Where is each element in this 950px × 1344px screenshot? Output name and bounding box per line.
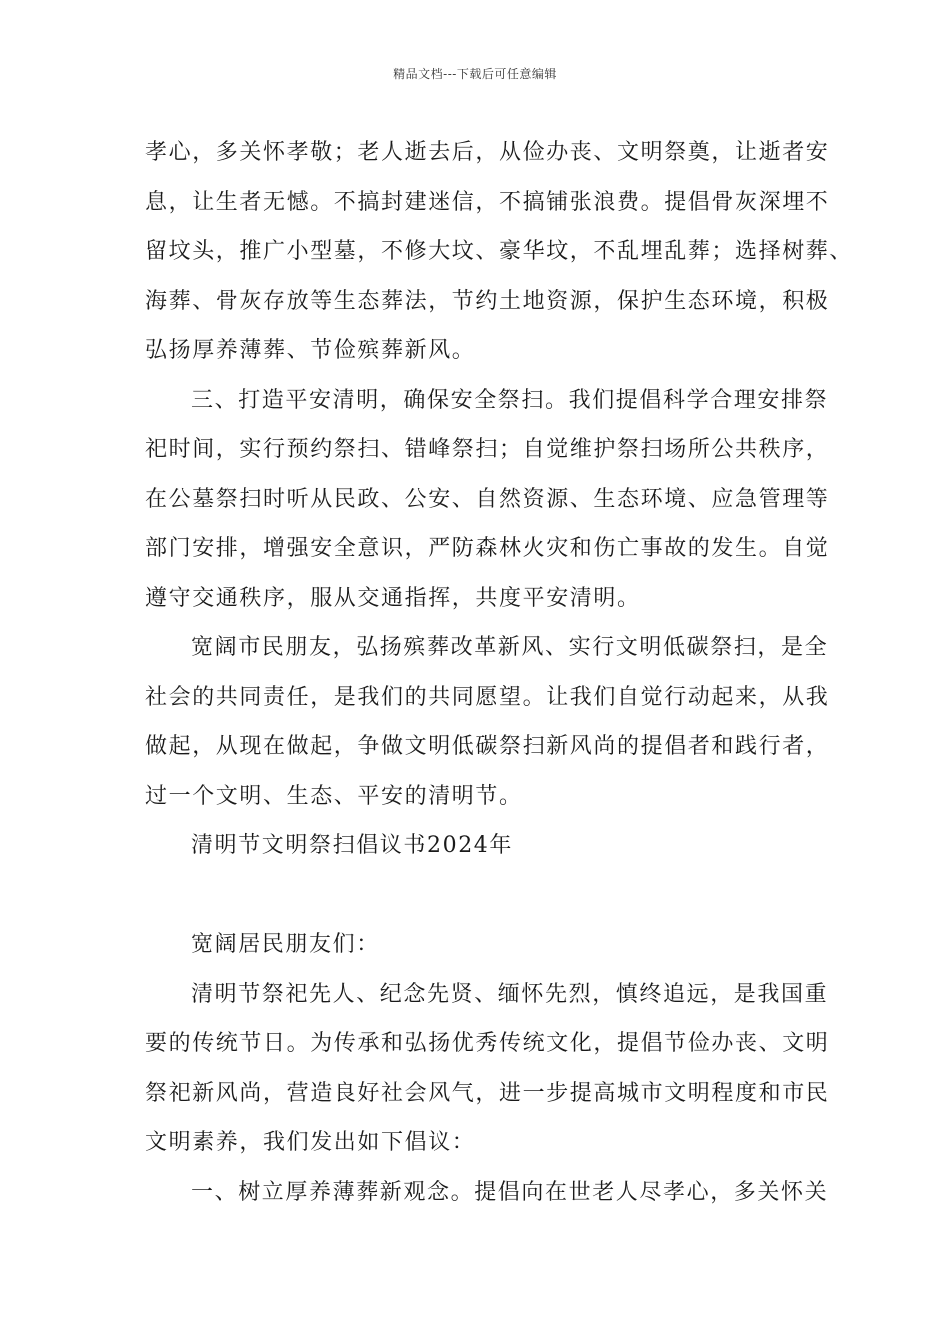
text-line: 祭祀新风尚，营造良好社会风气，进一步提高城市文明程度和市民 [145, 1080, 830, 1106]
text-line: 要的传统节日。为传承和弘扬优秀传统文化，提倡节俭办丧、文明 [145, 1031, 830, 1056]
salutation: 宽阔居民朋友们： [191, 932, 380, 957]
text-line: 海葬、骨灰存放等生态葬法，节约土地资源，保护生态环境，积极 [145, 288, 830, 314]
document-title: 清明节文明祭扫倡议书2024年 [191, 833, 513, 858]
text-line: 留坟头，推广小型墓，不修大坟、豪华坟，不乱埋乱葬；选择树葬、 [145, 239, 854, 264]
page-header: 精品文档---下载后可任意编辑 [393, 67, 557, 81]
text-line: 祀时间，实行预约祭扫、错峰祭扫；自觉维护祭扫场所公共秩序， [145, 437, 830, 462]
paragraph-start: 宽阔市民朋友，弘扬殡葬改革新风、实行文明低碳祭扫，是全 [191, 635, 829, 660]
text-line: 过一个文明、生态、平安的清明节。 [145, 783, 523, 809]
paragraph-start: 清明节祭祀先人、纪念先贤、缅怀先烈，慎终追远，是我国重 [191, 981, 829, 1007]
document-body [145, 128, 854, 1217]
paragraph-start: 三、打造平安清明，确保安全祭扫。我们提倡科学合理安排祭 [191, 387, 829, 413]
paragraph-start: 一、树立厚养薄葬新观念。提倡向在世老人尽孝心，多关怀关 [191, 1179, 829, 1205]
text-line: 社会的共同责任，是我们的共同愿望。让我们自觉行动起来，从我 [145, 684, 830, 710]
blank-line [145, 871, 813, 921]
text-line: 弘扬厚养薄葬、节俭殡葬新风。 [145, 338, 476, 363]
text-line: 部门安排，增强安全意识，严防森林火灾和伤亡事故的发生。自觉 [145, 536, 830, 561]
text-line: 息，让生者无憾。不搞封建迷信，不搞铺张浪费。提倡骨灰深埋不 [145, 189, 830, 215]
text-line: 文明素养，我们发出如下倡议： [145, 1130, 476, 1155]
text-line: 在公墓祭扫时听从民政、公安、自然资源、生态环境、应急管理等 [145, 486, 830, 512]
text-line: 做起，从现在做起，争做文明低碳祭扫新风尚的提倡者和践行者， [145, 734, 830, 759]
text-line: 遵守交通秩序，服从交通指挥，共度平安清明。 [145, 585, 641, 611]
text-line: 孝心，多关怀孝敬；老人逝去后，从俭办丧、文明祭奠，让逝者安 [145, 140, 830, 165]
